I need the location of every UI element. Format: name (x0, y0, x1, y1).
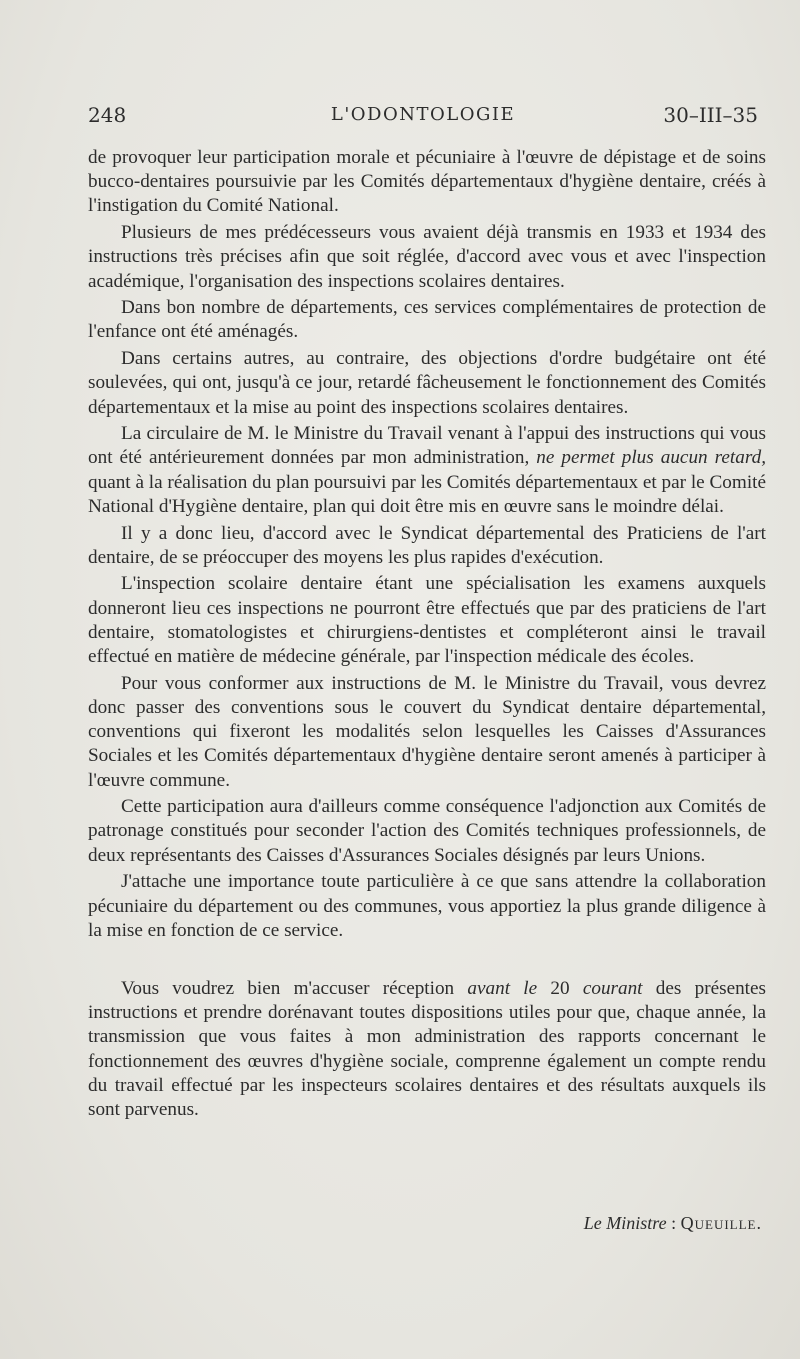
paragraph-3: Dans bon nombre de départements, ces services complémentaires de protection de l'enfance ont été aménagés. (88, 297, 766, 343)
paragraph-1: de provoquer leur participation morale et pécuniaire à l'œuvre de dépistage et de soins bucco-dentaires poursuivie par les Comités départementaux d'hygiène dentaire, créés à l'instigation du Comité National. (88, 147, 766, 217)
paragraph-5-text-b: quant à la réalisation du plan poursuivi par les Comités départementaux et par le Comité National d'Hygiène dentaire, plan qui doit être mis en œuvre sans le moindre délai. (88, 471, 766, 517)
paragraph-5 (88, 422, 766, 519)
paragraph-7: L'inspection scolaire dentaire étant une spécialisation les examens auxquels donneront lieu ces inspections ne pourront être effectués que par des praticiens de l'art dentaire, stomatologistes et chirurgiens-dentistes et compléteront ainsi le travail effectué en matière de médecine générale, par l'inspection médicale des écoles. (88, 573, 766, 668)
issue-date: 30–III–35 (663, 103, 758, 127)
signature-role: Le Ministre (583, 1213, 667, 1233)
signature-separator: : (666, 1213, 681, 1233)
paragraph-4: Dans certains autres, au contraire, des objections d'ordre budgétaire ont été soulevées, qui ont, jusqu'à ce jour, retardé fâcheusement le fonctionnement des Comités départementaux et la mise au point des inspections scolaires dentaires. (88, 348, 766, 418)
paragraph-5-emphasis: ne permet plus aucun retard, (536, 447, 767, 469)
paragraph-11-text-a: Vous voudrez bien m'accuser réception (121, 978, 468, 999)
signature-name: Queuille. (680, 1213, 762, 1233)
paragraph-8: Pour vous conformer aux instructions de M. le Ministre du Travail, vous devrez donc passer des conventions sous le couvert du Syndicat dentaire départemental, conventions qui fixeront les modalités selon lesquelles les Caisses d'Assurances Sociales et les Comités départementaux d'hygiène dentaire seront amenés à participer à l'œuvre commune. (88, 672, 766, 791)
paragraph-11-text-c: des présentes instructions et prendre dorénavant toutes dispositions utiles pour que, chaque année, la transmission que vous faites à mon administration des rapports concernant le fonctionnement des œuvres d'hygiène sociale, comprenne également un compte rendu du travail effectué par les inspecteurs scolaires dentaires et des résultats auxquels ils sont parvenus. (88, 978, 766, 1121)
paragraph-11-text-b: 20 (537, 978, 583, 999)
paragraph-2: Plusieurs de mes prédécesseurs vous avaient déjà transmis en 1933 et 1934 des instructions très précises afin que soit réglée, d'accord avec vous et avec l'inspection académique, l'organisation des inspections scolaires dentaires. (88, 222, 766, 292)
running-title: L'ODONTOLOGIE (330, 104, 516, 125)
paragraph-10: J'attache une importance toute particulière à ce que sans attendre la collaboration pécuniaire du département ou des communes, vous apportiez la plus grande diligence à la mise en fonction de ce service. (88, 871, 766, 941)
paragraph-5-text-a: La circulaire de M. le Ministre du Travail venant à l'appui des instructions qui vous ont été antérieurement données par mon administration, (88, 423, 766, 469)
paragraph-11-emphasis-a: avant le (467, 978, 538, 999)
page-header (88, 100, 758, 130)
paragraph-6: Il y a donc lieu, d'accord avec le Syndicat départemental des Praticiens de l'art dentaire, de se préoccuper des moyens les plus rapides d'exécution. (88, 522, 766, 568)
page-number: 248 (88, 103, 127, 127)
paragraph-11 (88, 977, 766, 1122)
article-body (88, 146, 766, 1125)
paragraph-11-emphasis-b: courant (582, 978, 643, 999)
signature (584, 1211, 762, 1235)
paragraph-9: Cette participation aura d'ailleurs comme conséquence l'adjonction aux Comités de patronage constitués pour seconder l'action des Comités techniques professionnels, de deux représentants des Caisses d'Assurances Sociales désignés par leurs Unions. (88, 796, 766, 866)
